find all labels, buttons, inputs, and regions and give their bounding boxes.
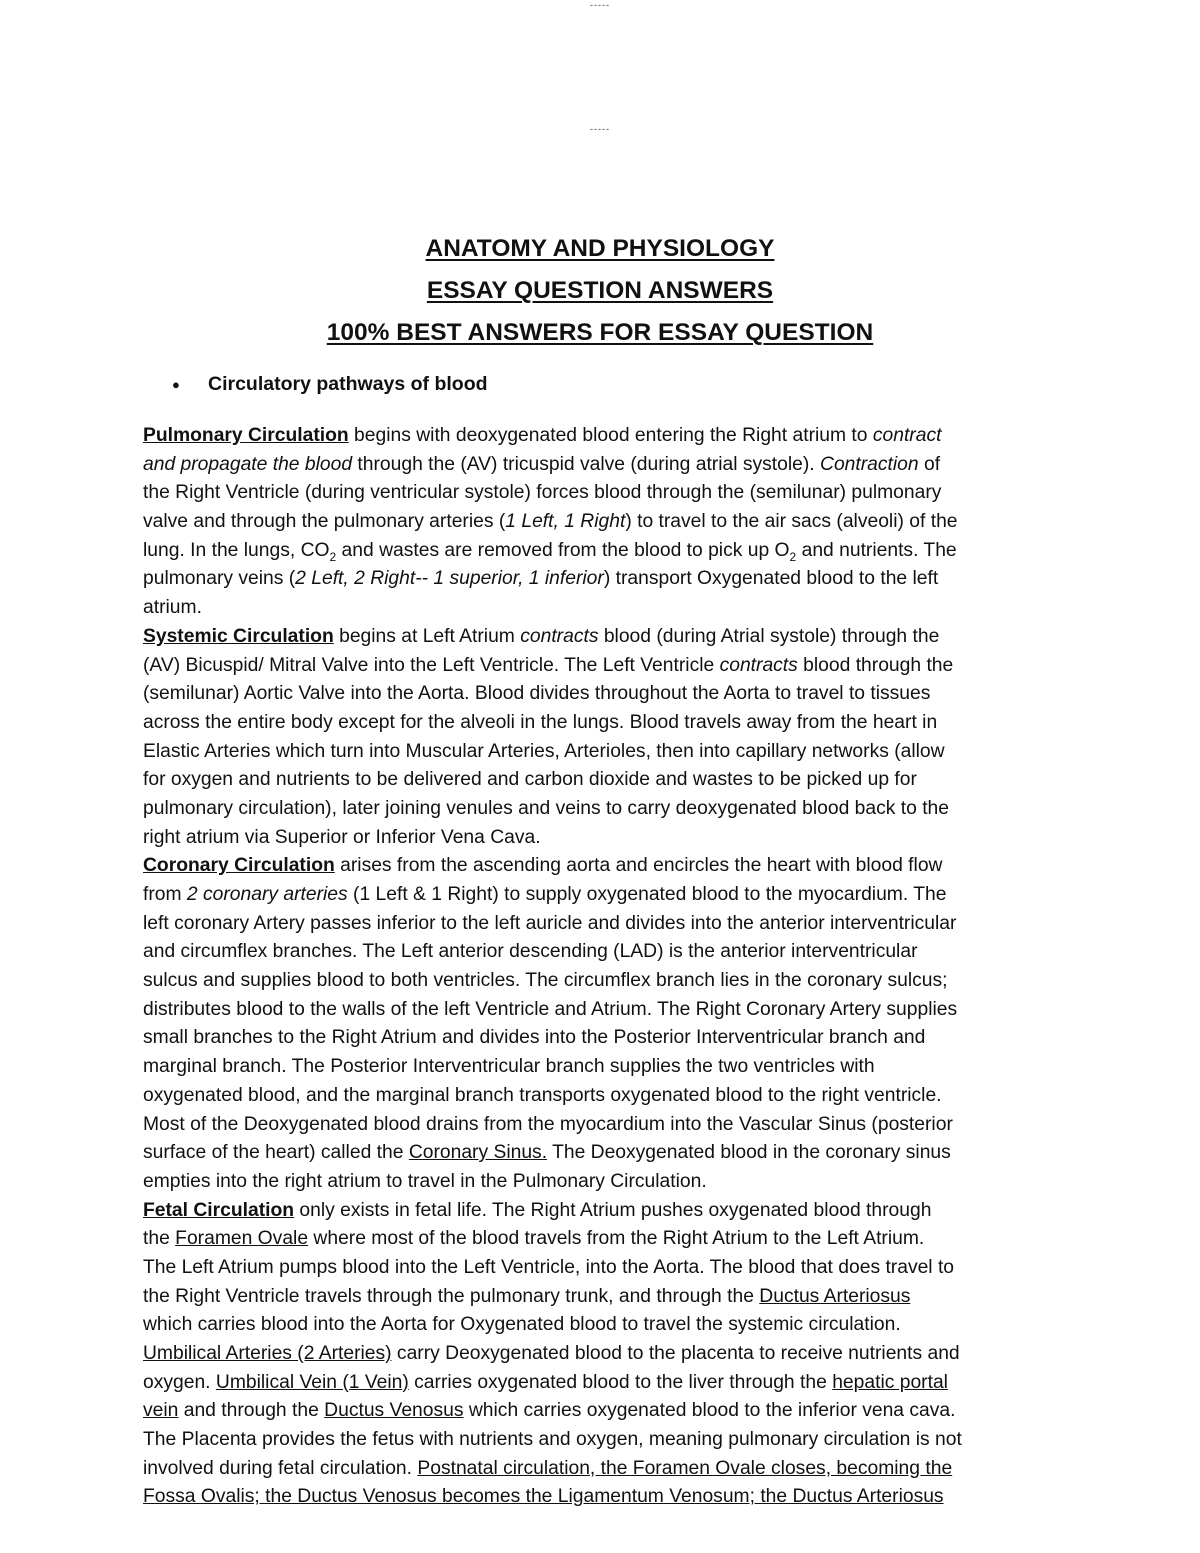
text-run: only exists in fetal life. The Right Atrium pushes oxygenated blood through [294,1199,932,1221]
text-run: 2 [329,549,337,564]
text-run: distributes blood to the walls of the left Ventricle and Atrium. The Right Coronary Artery supplies [143,998,958,1020]
text-run: which carries oxygenated blood to the inferior vena cava. [463,1400,956,1422]
italic-phrase: 2 Left, 2 Right-- 1 superior, 1 inferior [295,568,604,590]
body-line [143,1197,1063,1226]
text-run: pulmonary veins ( [143,568,296,590]
body-line [143,1254,1063,1283]
text-run: sulcus and supplies blood to both ventricles. The circumflex branch lies in the coronary sulcus; [143,970,948,992]
body-line [143,938,1063,967]
text-run: surface of the heart) called the [143,1142,409,1164]
document-title-block [0,228,1200,354]
underlined-term: vein [143,1400,179,1422]
body-line [143,709,1063,738]
italic-phrase: Contraction [820,453,919,475]
body-line [143,1340,1063,1369]
underlined-term: Coronary Sinus. [408,1142,548,1164]
body-line [143,1053,1063,1082]
body-line [143,652,1063,681]
section-heading: Fetal Circulation [143,1199,295,1221]
body-line [143,537,1063,566]
body-line [143,996,1063,1025]
body-line [143,1111,1063,1140]
underlined-term: Umbilical Vein (1 Vein) [215,1371,409,1393]
body-line [143,508,1063,537]
text-run: through the (AV) tricuspid valve (during atrial systole). [352,453,821,475]
title-line: ANATOMY AND PHYSIOLOGY [425,235,775,262]
body-line [143,1455,1063,1484]
text-run: The Deoxygenated blood in the coronary sinus [547,1142,951,1164]
bullet-text: Circulatory pathways of blood [208,373,488,395]
body-line [143,910,1063,939]
text-run: 2 [789,549,797,564]
text-run: blood (during Atrial systole) through the [598,625,940,647]
text-run: The Placenta provides the fetus with nutrients and oxygen, meaning pulmonary circulation is not [143,1429,962,1451]
underlined-term: Ductus Venosus [324,1400,464,1422]
text-run: lung. In the lungs, CO [143,539,330,561]
text-run: carries oxygenated blood to the liver through the [408,1371,833,1393]
body-line [143,479,1063,508]
text-run: begins at Left Atrium [333,625,521,647]
body-line [143,422,1063,451]
text-run: arises from the ascending aorta and encircles the heart with blood flow [334,855,943,877]
body-line [143,1024,1063,1053]
bullet-icon: ● [172,376,180,392]
subtitle-line: ESSAY QUESTION ANSWERS [426,277,774,304]
body-line [143,881,1063,910]
text-run: oxygen. [143,1371,216,1393]
text-run: Most of the Deoxygenated blood drains from the myocardium into the Vascular Sinus (posterior [143,1113,953,1135]
body-line [143,1168,1063,1197]
text-run: atrium. [143,597,202,619]
header-mark-secondary: ----- [590,124,610,134]
body-line [143,680,1063,709]
body-line [143,967,1063,996]
text-run: Elastic Arteries which turn into Muscular Arteries, Arterioles, then into capillary networks (allow [143,740,945,762]
italic-phrase: contract [872,425,942,446]
text-run: where most of the blood travels from the Right Atrium to the Left Atrium. [308,1228,925,1250]
body-line [143,852,1063,881]
body-line [143,1225,1063,1254]
body-line [143,824,1063,853]
section-heading: Coronary Circulation [143,855,335,877]
text-run: oxygenated blood, and the marginal branch transports oxygenated blood to the right ventricle. [143,1084,942,1106]
body-line [143,623,1063,652]
underlined-term: Ductus Arteriosus [759,1285,911,1307]
body-line [143,594,1063,623]
text-run: valve and through the pulmonary arteries ( [143,511,506,533]
body-line [143,1139,1063,1168]
italic-phrase: contracts [520,625,599,647]
text-run: pulmonary circulation), later joining venules and veins to carry deoxygenated blood back to the [143,797,949,819]
section-bullet [172,370,488,399]
underlined-term: hepatic portal [832,1371,948,1393]
body-line [143,1283,1063,1312]
text-run: left coronary Artery passes inferior to the left auricle and divides into the anterior interventricular [143,912,957,934]
body-line [143,1397,1063,1426]
text-run: which carries blood into the Aorta for Oxygenated blood to travel the systemic circulation. [143,1314,901,1336]
text-run: of [918,453,941,475]
body-line [143,738,1063,767]
body-line [143,1311,1063,1340]
header-mark: ----- [590,0,610,10]
body-line [143,1082,1063,1111]
text-run: carry Deoxygenated blood to the placenta to receive nutrients and [391,1343,960,1364]
text-run: from [143,884,187,905]
body-line [143,1483,1063,1512]
underlined-term: Fossa Ovalis; the Ductus Venosus becomes the Ligamentum Venosum; the Ductus Arteriosus [143,1486,944,1508]
text-run: and circumflex branches. The Left anterior descending (LAD) is the anterior interventricular [143,941,918,963]
text-run: (AV) Bicuspid/ Mitral Valve into the Left Ventricle. The Left Ventricle [143,654,720,676]
body-line [143,1369,1063,1398]
body-line [143,766,1063,795]
underlined-term: Foramen Ovale [175,1228,309,1250]
text-run: The Left Atrium pumps blood into the Left Ventricle, into the Aorta. The blood that does travel to [143,1256,955,1278]
text-run: small branches to the Right Atrium and divides into the Posterior Interventricular branch and [143,1027,926,1049]
underlined-term: Umbilical Arteries (2 Arteries) [143,1343,392,1364]
text-run: (1 Left & 1 Right) to supply oxygenated blood to the myocardium. The [347,884,947,905]
body-line [143,1426,1063,1455]
text-run: the Right Ventricle travels through the pulmonary trunk, and through the [143,1285,760,1307]
italic-phrase: 1 Left, 1 Right [505,511,626,533]
body-line [143,795,1063,824]
essay-body [143,422,1063,1512]
section-heading: Pulmonary Circulation [143,425,349,446]
text-run: and wastes are removed from the blood to pick up O [336,539,790,561]
text-run: the [143,1228,176,1250]
text-run: (semilunar) Aortic Valve into the Aorta. Blood divides throughout the Aorta to travel to tissues [143,683,931,705]
italic-phrase: and propagate the blood [143,453,353,475]
text-run: and through the [178,1400,325,1422]
body-line [143,451,1063,480]
text-run: right atrium via Superior or Inferior Vena Cava. [143,826,541,848]
text-run: and nutrients. The [796,539,957,561]
text-run: marginal branch. The Posterior Interventricular branch supplies the two ventricles with [143,1056,875,1078]
text-run: involved during fetal circulation. [143,1457,418,1479]
italic-phrase: contracts [719,654,798,676]
text-run: ) to travel to the air sacs (alveoli) of the [625,511,958,533]
text-run: for oxygen and nutrients to be delivered and carbon dioxide and wastes to be picked up for [143,769,917,791]
text-run: empties into the right atrium to travel in the Pulmonary Circulation. [143,1170,707,1192]
text-run: blood through the [797,654,954,676]
body-line [143,565,1063,594]
text-run: ) transport Oxygenated blood to the left [603,568,939,590]
underlined-term: Postnatal circulation, the Foramen Ovale closes, becoming the [417,1457,953,1479]
italic-phrase: 2 coronary arteries [186,884,348,905]
section-heading: Systemic Circulation [143,625,334,647]
text-run: begins with deoxygenated blood entering the Right atrium to [348,425,873,446]
text-run: the Right Ventricle (during ventricular systole) forces blood through the (semilunar) pulmonary [143,482,942,504]
text-run: across the entire body except for the alveoli in the lungs. Blood travels away from the heart in [143,711,938,733]
subtitle-line: 100% BEST ANSWERS FOR ESSAY QUESTION [326,319,874,346]
